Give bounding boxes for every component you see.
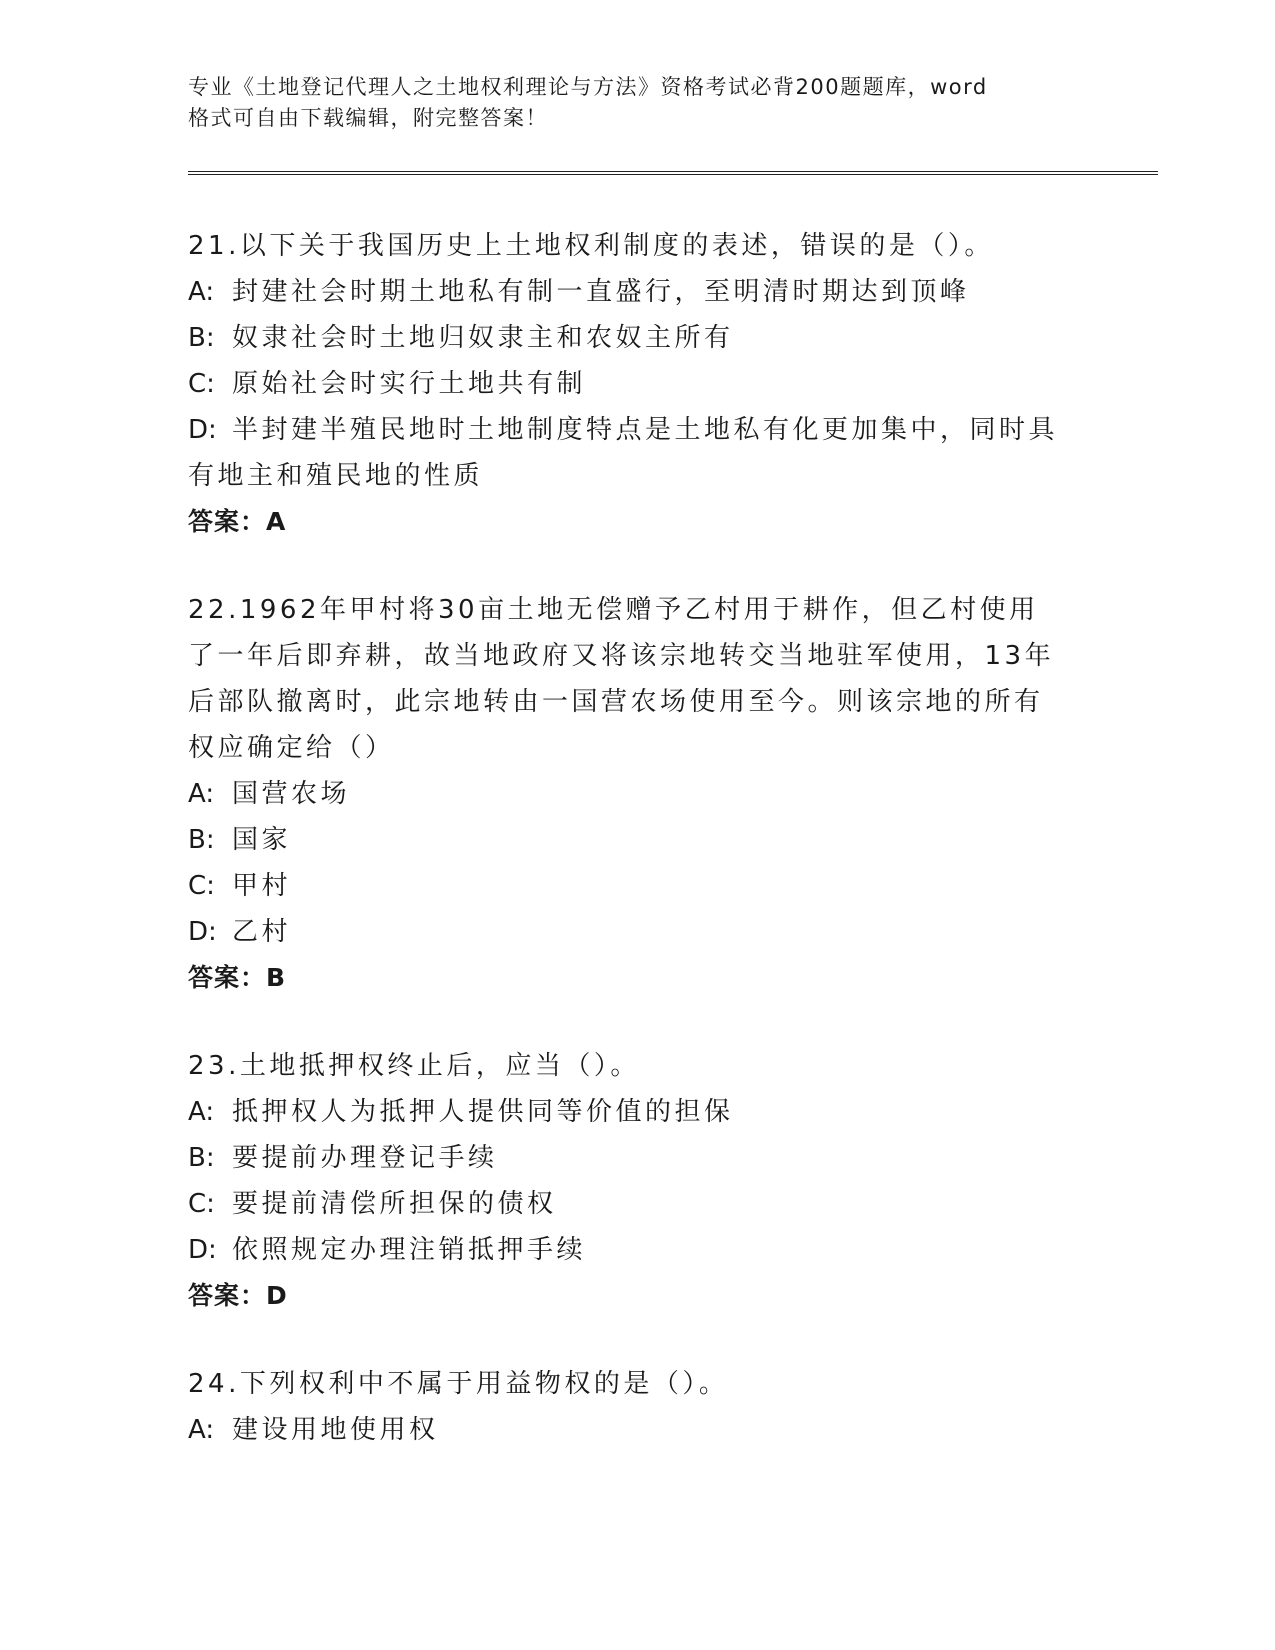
- option-a: [188, 1089, 1068, 1135]
- question-24: [188, 1361, 1158, 1453]
- option-text: 原始社会时实行土地共有制: [232, 369, 587, 399]
- question-22: [188, 587, 1158, 1001]
- option-letter: B:: [188, 825, 215, 855]
- option-text: 要提前办理登记手续: [232, 1143, 498, 1173]
- question-21: [188, 223, 1158, 545]
- option-a: [188, 771, 1068, 817]
- option-text: 建设用地使用权: [232, 1415, 439, 1445]
- option-d: [188, 909, 1068, 955]
- option-letter: C:: [188, 1189, 215, 1219]
- document-page: [188, 72, 1158, 1495]
- header-line-1: 专业《土地登记代理人之土地权利理论与方法》资格考试必背200题题库，word: [188, 75, 988, 99]
- header-line-2: 格式可自由下载编辑，附完整答案！: [188, 106, 548, 130]
- option-a: [188, 269, 1068, 315]
- option-letter: A:: [188, 277, 215, 307]
- option-letter: D:: [188, 415, 217, 445]
- option-text: 抵押权人为抵押人提供同等价值的担保: [232, 1097, 734, 1127]
- option-letter: C:: [188, 369, 215, 399]
- document-header: [188, 72, 1158, 134]
- option-text: 乙村: [232, 917, 292, 947]
- question-23: [188, 1043, 1158, 1319]
- option-letter: B:: [188, 323, 215, 353]
- option-text: 奴隶社会时土地归奴隶主和农奴主所有: [232, 323, 734, 353]
- option-letter: D:: [188, 917, 217, 947]
- option-letter: D:: [188, 1235, 217, 1265]
- question-stem: 24.下列权利中不属于用益物权的是（）。: [188, 1369, 729, 1399]
- option-letter: A:: [188, 1097, 215, 1127]
- option-b: [188, 1135, 1068, 1181]
- option-text: 要提前清偿所担保的债权: [232, 1189, 557, 1219]
- answer: 答案：B: [188, 963, 287, 992]
- question-stem: 23.土地抵押权终止后，应当（）。: [188, 1051, 640, 1081]
- option-letter: A:: [188, 1415, 215, 1445]
- answer: 答案：D: [188, 1281, 288, 1310]
- option-text: 依照规定办理注销抵押手续: [232, 1235, 587, 1265]
- option-letter: A:: [188, 779, 215, 809]
- answer: 答案：A: [188, 507, 287, 536]
- option-d: [188, 407, 1068, 499]
- option-text: 封建社会时期土地私有制一直盛行，至明清时期达到顶峰: [232, 277, 970, 307]
- question-list: [188, 223, 1158, 1453]
- option-letter: B:: [188, 1143, 215, 1173]
- option-c: [188, 863, 1068, 909]
- option-text: 甲村: [232, 871, 292, 901]
- option-text: 国营农场: [232, 779, 351, 809]
- option-d: [188, 1227, 1068, 1273]
- header-divider: [188, 171, 1158, 175]
- option-c: [188, 361, 1068, 407]
- option-text: 半封建半殖民地时土地制度特点是土地私有化更加集中，同时具有地主和殖民地的性质: [188, 415, 1059, 491]
- option-c: [188, 1181, 1068, 1227]
- option-letter: C:: [188, 871, 215, 901]
- question-stem: 22.1962年甲村将30亩土地无偿赠予乙村用于耕作，但乙村使用了一年后即弃耕，故当地政府又将该宗地转交当地驻军使用，13年后部队撤离时，此宗地转由一国营农场使用至今。则该宗地的所有权应确定给（）: [188, 595, 1055, 763]
- option-a: [188, 1407, 1068, 1453]
- question-stem: 21.以下关于我国历史上土地权利制度的表述，错误的是（）。: [188, 231, 994, 261]
- option-text: 国家: [232, 825, 292, 855]
- option-b: [188, 315, 1068, 361]
- option-b: [188, 817, 1068, 863]
